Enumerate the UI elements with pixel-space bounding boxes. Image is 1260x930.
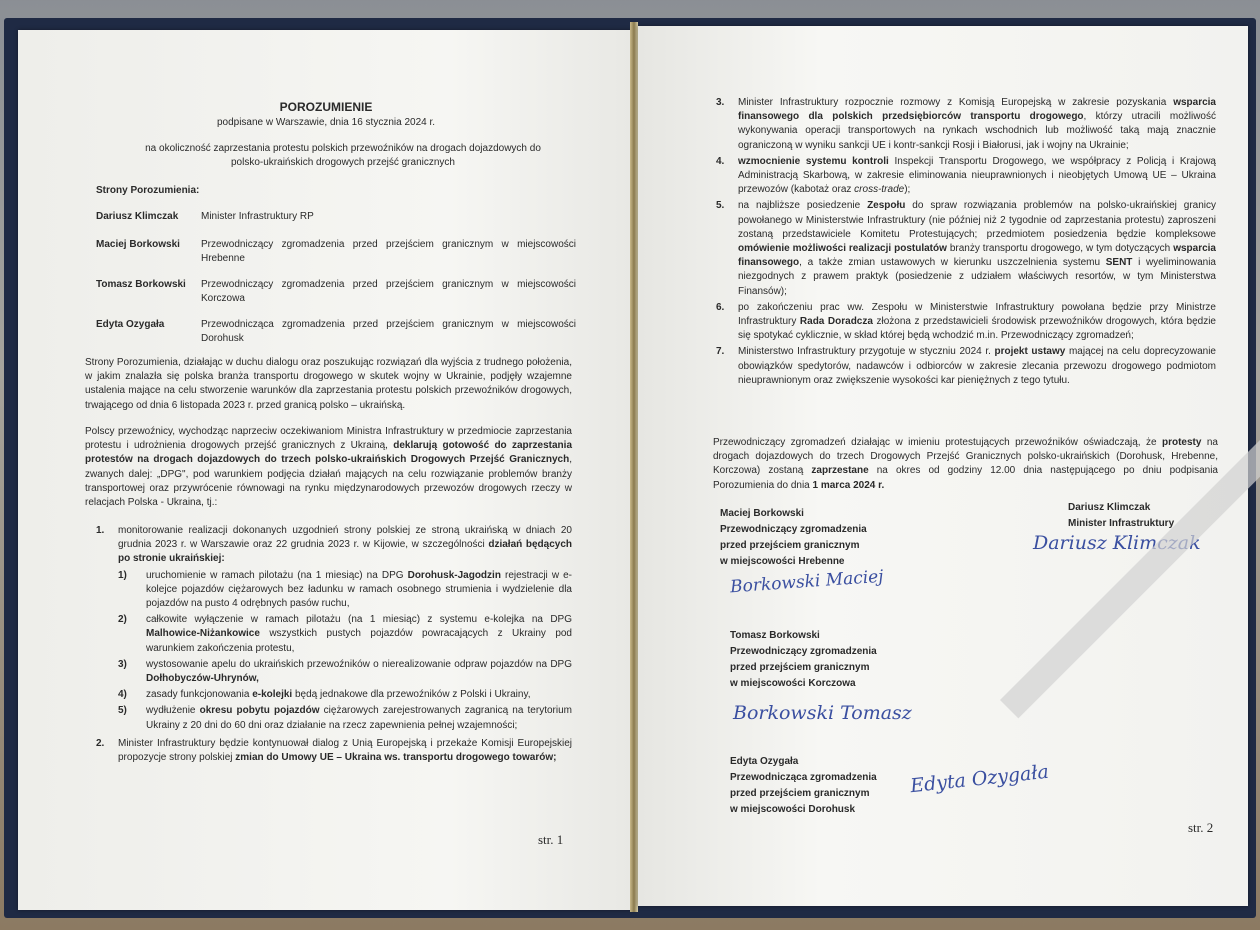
text-segment: Dołhobyczów-Uhrynów, — [146, 673, 259, 685]
signatory-line: Przewodnicząca zgromadzenia — [730, 772, 877, 783]
text-segment: po zakończeniu prac ww. Zespołu w Ministerstwie Infrastruktury powołana będzie przy Ministrze Infrastruktury — [738, 301, 1216, 328]
item-text — [146, 689, 530, 700]
list-item — [118, 658, 572, 686]
text-segment: protesty — [1161, 437, 1202, 448]
list-item — [716, 96, 1216, 153]
signatory-line: w miejscowości Hrebenne — [720, 556, 845, 567]
text-segment: monitorowanie realizacji dokonanych uzgodnień strony polskiej ze stroną ukraińską w dniach 20 grudnia 2023 r. w Warszawie oraz 22 grudnia 2023 r. w Kijowie, w szczególności — [118, 525, 572, 551]
item-text — [146, 705, 572, 730]
text-segment: wsparcia finansowego dla polskich przedsiębiorców transportu drogowego — [738, 97, 1216, 123]
text-segment: uruchomienie w ramach pilotażu (na 1 miesiąc) na DPG — [146, 569, 408, 581]
text-segment: na okres od godziny 12.00 dnia następującego po dniu podpisania Porozumienia do dnia — [713, 465, 1218, 491]
text-segment: działań będących po stronie ukraińskiej: — [118, 539, 572, 565]
text-segment: , zwanych dalej: „DPG", pod warunkiem podjęcia działań mających na celu rozwiązanie problemów branży transportowej oraz przywrócenie równowagi na rynku międzynarodowych przewozów drogowych rzeczy w relacjach Polska - Ukraina, tj.: — [85, 454, 572, 509]
text-segment: projekt ustawy — [994, 346, 1066, 358]
signatory-2 — [730, 628, 877, 692]
item-number: 1) — [118, 569, 127, 581]
item-number: 2) — [118, 614, 127, 626]
item-number: 4) — [118, 689, 127, 701]
signatory-0 — [720, 506, 867, 570]
signatory-line: przed przejściem granicznym — [730, 788, 870, 799]
text-segment: Strony Porozumienia, działając w duchu dialogu oraz poszukując rozwiązań dla wyjścia z trudnego położenia, w jakim znalazła się polska branża transportu drogowego w skutek wojny w Ukrainie, podjęły wzajemne ustalenia mające na celu stworzenie warunków dla zaprzestania protestu polskich przewoźników drogowych, trwającego od dnia 6 listopada 2023 r. przed granicą polsko – ukraińską. — [85, 357, 572, 411]
list-item-1 — [96, 524, 572, 767]
text-segment: Minister Infrastruktury rozpocznie rozmowy z Komisją Europejską w zakresie pozyskania — [738, 97, 1174, 108]
signatory-line: przed przejściem granicznym — [730, 662, 870, 673]
text-segment: cross-trade — [854, 184, 905, 196]
item-text — [738, 200, 1216, 296]
text-segment: złożona z przedstawicieli środowisk przewoźników drogowych, która będzie się spotykać cyklicznie, w skład której będą wchodzić m.in. Przewodniczący zgromadzeń; — [738, 316, 1216, 342]
text-segment: omówienie możliwości realizacji postulatów — [738, 243, 947, 255]
text-segment: całkowite wyłączenie w ramach pilotażu (na 1 miesiąc) z systemu e-kolejka na DPG — [146, 614, 572, 626]
signature: Borkowski Tomasz — [733, 702, 912, 724]
text-segment: Dorohusk-Jagodzin — [407, 569, 501, 581]
item-number: 3. — [716, 97, 725, 108]
text-segment: będą jednakowe dla przewoźników z Polski i Ukrainy, — [292, 689, 531, 701]
text-segment: branży transportu drogowego, w tym dotyczących — [946, 243, 1174, 255]
item-text — [738, 302, 1216, 341]
signatory-line: Przewodniczący zgromadzenia — [720, 524, 867, 535]
paragraph-intro — [85, 356, 572, 413]
item-text — [146, 659, 572, 684]
item-number: 6. — [716, 301, 725, 313]
item-text — [118, 525, 572, 564]
text-segment: zasady funkcjonowania — [146, 689, 253, 701]
signatory-line: Edyta Ozygała — [730, 756, 799, 767]
text-segment: e-kolejki — [252, 689, 293, 701]
list-item — [716, 155, 1216, 198]
text-segment: zaprzestane — [811, 465, 869, 477]
party-role: Przewodniczący zgromadzenia przed przejściem granicznym w miejscowości Hrebenne — [201, 239, 576, 264]
party-role: Minister Infrastruktury RP — [201, 211, 314, 222]
text-segment: ); — [904, 184, 911, 196]
item-text — [118, 738, 572, 763]
page-number: str. 2 — [1188, 820, 1214, 835]
list-item — [118, 613, 572, 656]
text-segment: mającej na celu doprecyzowanie obowiązków spedytorów, nadawców i odbiorców w zakresie zlecania przewozu drogowego podmiotom nieuprawnionym oraz zwiększenie wysokości kar pieniężnych z tego tytułu. — [738, 346, 1216, 386]
text-segment: wszystkich pustych pojazdów powracających z Ukrainy pod warunkiem zakończenia protestu, — [146, 628, 572, 654]
text-segment: wydłużenie — [146, 705, 200, 717]
list-items-3-7 — [716, 96, 1216, 390]
page-2 — [638, 26, 1248, 906]
party-role: Przewodnicząca zgromadzenia przed przejściem granicznym w miejscowości Dorohusk — [201, 319, 576, 344]
text-segment: okresu pobytu pojazdów — [199, 705, 320, 717]
paragraph-declaration — [85, 425, 572, 510]
signatory-line: w miejscowości Korczowa — [730, 678, 856, 689]
signature: Edyta Ozygała — [909, 760, 1050, 798]
party-name: Dariusz Klimczak — [96, 211, 179, 222]
text-segment: Polscy przewoźnicy, wychodząc naprzeciw oczekiwaniom Ministra Infrastruktury w przedmiocie zaprzestania protestu i udrożnienia drogowych przejść granicznych z Ukrainą, — [85, 426, 572, 452]
text-segment: , a także zmian ustawowych w kierunku uszczelnienia systemu — [799, 257, 1106, 269]
text-segment: , którzy utracili możliwość wykonywania operacji transportowych na rynkach wschodnich lub możliwość taką mają znacznie ograniczoną w wyniku sankcji UE i kontr-sankcji Rosji i Białorusi, jak i wojny na Ukrainie; — [738, 111, 1216, 151]
paragraph-closing — [713, 436, 1218, 493]
party-name: Maciej Borkowski — [96, 239, 180, 250]
item-number: 5) — [118, 705, 127, 717]
signatory-3 — [730, 754, 877, 818]
text-segment: i wyeliminowania niezgodnych z prawem praktyk (posiedzenie z udziałem właściwych resortów, w tym Ministerstwa Finansów); — [738, 257, 1216, 297]
item-number: 4. — [716, 155, 725, 167]
signature: Borkowski Maciej — [729, 566, 885, 598]
text-segment: 1 marca 2024 r. — [812, 479, 885, 491]
text-segment: do spraw rozwiązania problemów na polsko-ukraińskiej granicy powołanego w Ministerstwie Infrastruktury (nie później niż 2 tygodnie od zaprzestania protestu) zaproszeni zostaną przedstawiciele Komitetu Protestujących; przedmiotem posiedzenia będzie kompleksowe — [738, 200, 1216, 240]
folder-spine — [630, 22, 638, 912]
signatory-line: w miejscowości Dorohusk — [730, 804, 856, 815]
item-text — [146, 570, 572, 609]
parties-heading: Strony Porozumienia: — [96, 185, 200, 196]
signatory-1 — [1068, 500, 1174, 532]
document-subtitle: podpisane w Warszawie, dnia 16 stycznia 2024 r. — [216, 117, 436, 128]
list-item — [118, 569, 572, 612]
item-text — [146, 614, 572, 653]
list-item — [118, 704, 572, 732]
signatory-line: Maciej Borkowski — [720, 508, 804, 519]
list-item — [118, 688, 572, 702]
text-segment: wzmocnienie systemu kontroli — [738, 155, 889, 167]
text-segment: ciężarowych zarejestrowanych zagranicą na terytorium Ukrainy z 20 dni do 60 dni oraz działanie na rzecz zapewnienia pełnej wzajemności; — [146, 705, 572, 731]
item-number: 5. — [716, 200, 725, 212]
text-segment: zmian do Umowy UE – Ukraina ws. transportu drogowego towarów; — [235, 752, 557, 764]
text-segment: wystosowanie apelu do ukraińskich przewoźników o nierealizowanie odpraw pojazdów na DPG — [146, 658, 572, 670]
signatory-line: Tomasz Borkowski — [730, 630, 820, 641]
text-segment: Zespołu — [867, 200, 906, 212]
text-segment: deklarują gotowość do zaprzestania protestów na drogach dojazdowych do trzech polsko-ukraińskich Drogowych Przejść Granicznych — [85, 440, 573, 466]
item-number: 2. — [96, 737, 105, 749]
text-segment: na najbliższe posiedzenie — [738, 200, 868, 212]
text-segment: Malhowice-Niżankowice — [146, 628, 260, 640]
page-number: str. 1 — [538, 832, 564, 847]
text-segment: Ministerstwo Infrastruktury przygotuje w styczniu 2024 r. — [738, 346, 995, 358]
text-segment: rejestracji w e-kolejce pojazdów ciężarowych bez ładunku w ramach osobnego strumienia i wydzielenie dla pojazdów na pusto 4 odrębnych pasów ruchu, — [146, 569, 572, 610]
item-number: 3) — [118, 658, 127, 670]
item-text — [738, 156, 1216, 195]
text-segment: Inspekcji Transportu Drogowego, we współpracy z Policją i Krajową Administracją Skarbową, w zakresie eliminowania nieuprawnionych i nieobjętych Umową UE – Ukraina przewozów (kabotaż oraz — [738, 155, 1216, 196]
signatory-line: Dariusz Klimczak — [1068, 502, 1151, 513]
party-role: Przewodniczący zgromadzenia przed przejściem granicznym w miejscowości Korczowa — [201, 279, 576, 304]
signature: Dariusz Klimczak — [1033, 532, 1201, 554]
signatory-line: przed przejściem granicznym — [720, 540, 860, 551]
text-segment: Rada Doradcza — [799, 316, 873, 328]
text-segment: Minister Infrastruktury będzie kontynuował dialog z Unią Europejską i przekaże Komisji Europejskiej propozycje strony polskiej — [118, 737, 572, 764]
list-item — [716, 199, 1216, 298]
signatory-line: Przewodniczący zgromadzenia — [730, 646, 877, 657]
page-1 — [18, 30, 634, 910]
item-text — [738, 97, 1216, 151]
party-name: Tomasz Borkowski — [96, 279, 186, 290]
item-text — [738, 346, 1216, 385]
party-name: Edyta Ozygała — [96, 319, 165, 330]
document-title: POROZUMIENIE — [279, 100, 373, 114]
list-item — [716, 345, 1216, 388]
item-number: 7. — [716, 346, 725, 358]
list-item — [716, 301, 1216, 344]
text-segment: na drogach dojazdowych do trzech Drogowych Przejść Granicznych polsko-ukraińskich (Dorohusk, Hrebenne, Korczowa) zostaną — [713, 437, 1218, 477]
signatory-line: Minister Infrastruktury — [1068, 518, 1175, 529]
text-segment: wsparcia finansowego — [738, 243, 1216, 269]
document-preamble: na okoliczność zaprzestania protestu polskich przewoźników na drogach dojazdowych do polsko-ukraińskich drogowych przejść granicznych — [145, 143, 541, 169]
text-segment: Przewodniczący zgromadzeń działając w imieniu protestujących przewoźników oświadczają, że — [713, 437, 1162, 448]
text-segment: SENT — [1105, 257, 1133, 269]
item-number: 1. — [96, 525, 105, 536]
